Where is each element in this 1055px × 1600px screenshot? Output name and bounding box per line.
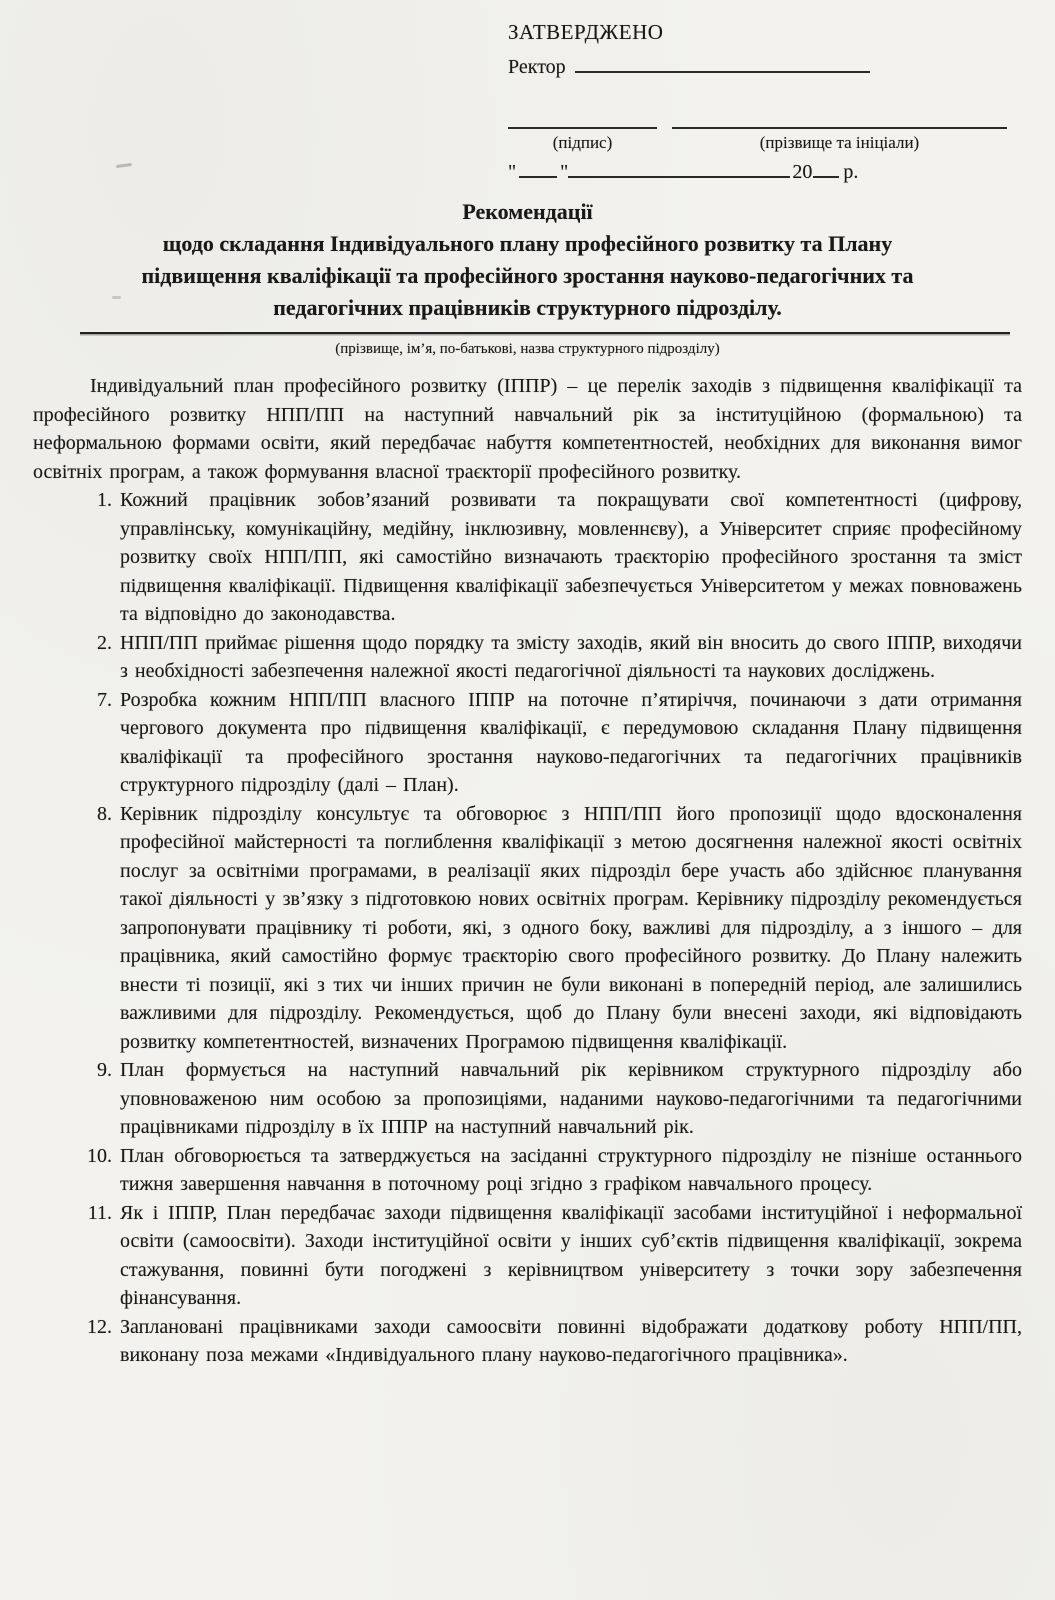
item-text: План формується на наступний навчальний рік керівником структурного підрозділу або уповноваженою ним особою за пропозиціями, наданими науково-педагогічними та педагогічними працівниками підрозділу в їх ІППР на наступний навчальний рік. — [120, 1059, 1022, 1138]
scan-artifact — [116, 163, 132, 168]
document-body — [33, 372, 1022, 1370]
rector-row — [508, 55, 1022, 79]
item-number: 9. — [97, 1059, 112, 1081]
list-item — [86, 1199, 1022, 1313]
item-number: 1. — [97, 489, 112, 511]
item-text: Розробка кожним НПП/ПП власного ІППР на поточне п’ятиріччя, починаючи з дати отримання чергового документа про підвищення кваліфікації, є передумовою складання Плану підвищення кваліфікації та професійного зростання науково-педагогічних та педагогічних працівників структурного підрозділу (далі – План). — [120, 688, 1022, 796]
year-blank — [813, 173, 839, 178]
item-text: Як і ІППР, План передбачає заходи підвищення кваліфікації засобами інституційної і неформальної освіти (самоосвіти). Заходи інституційної освіти у інших суб’єктів підвищення кваліфікації, зокрема стажування, повинні бути погоджені з керівництвом університету з точки зору забезпечення фінансування. — [120, 1201, 1022, 1309]
list-item — [86, 486, 1022, 629]
title-line: Рекомендації — [462, 199, 593, 224]
list-item — [86, 686, 1022, 800]
title-line: щодо складання Індивідуального плану професійного розвитку та Плану — [162, 231, 893, 256]
name-line — [672, 127, 1007, 129]
list-item — [86, 629, 1022, 686]
item-number: 2. — [97, 631, 112, 654]
item-number: 11. — [87, 1201, 112, 1224]
approved-label: ЗАТВЕРДЖЕНО — [508, 20, 664, 44]
year-suffix: р. — [843, 161, 859, 183]
doc-title — [0, 196, 1055, 324]
rector-signature-line — [575, 68, 870, 73]
item-number: 7. — [97, 688, 112, 711]
day-quote-open: " — [508, 161, 517, 183]
item-text: НПП/ПП приймає рішення щодо порядку та змісту заходів, який він вносить до свого ІППР, виходячи з необхідності забезпечення належної якості педагогічної діяльності та наукових досліджень. — [120, 631, 1022, 682]
intro-paragraph: Індивідуальний план професійного розвитку (ІППР) – це перелік заходів з підвищення кваліфікації та професійного розвитку НПП/ПП на наступний навчальний рік за інституційною (формальною) та неформальною формами освіти, який передбачає набуття компетентностей, необхідних для виконання вимог освітніх програм, а також формування власної траєкторії професійного розвитку. — [33, 375, 1022, 483]
name-caption: (прізвище та ініціали) — [759, 133, 920, 152]
item-text: Керівник підрозділу консультує та обговорює з НПП/ПП його пропозиції щодо вдосконалення професійної майстерності та поглиблення кваліфікації з метою досягнення належної якості освітніх послуг за освітніми програмами, в реалізації яких підрозділ бере участь або здійснює планування такої діяльності у зв’язку з підготовкою нових освітніх програм. Керівнику підрозділу рекомендується запропонувати працівнику ті роботи, які, з одного боку, важливі для підрозділу, а з іншого – для працівника, який самостійно формує траєкторію свого професійного розвитку. До Плану належить внести ті позиції, які з тих чи інших причин не були виконані в попередній період, але залишились важливими для підрозділу. Рекомендується, щоб до Плану були внесені заходи, які відповідають розвитку компетентностей, визначених Програмою підвищення кваліфікації. — [120, 802, 1022, 1053]
list-item — [86, 1313, 1022, 1370]
list-item — [86, 1056, 1022, 1142]
year-prefix: 20 — [792, 161, 813, 183]
signature-line — [508, 127, 657, 129]
day-quote-close: " — [560, 161, 569, 183]
item-number: 8. — [97, 802, 112, 825]
item-number: 10. — [87, 1144, 112, 1167]
items-list — [86, 486, 1022, 1370]
list-item — [86, 800, 1022, 1057]
date-line — [508, 160, 1022, 184]
signature-caption: (підпис) — [552, 133, 613, 152]
name-field-caption: (прізвище, ім’я, по-батькові, назва структурного підрозділу) — [335, 341, 720, 357]
item-text: Кожний працівник зобов’язаний розвивати та покращувати свої компетентності (цифрову, управлінську, комунікаційну, медійну, інклюзивну, мовленнєву), а Університет сприяє професійному розвитку своїх НПП/ПП, які самостійно визначають траєкторію професійного зростання та зміст підвищення кваліфікації. Підвищення кваліфікації забезпечується Університетом у межах повноважень та відповідно до законодавства. — [120, 489, 1022, 625]
list-item — [86, 1142, 1022, 1199]
title-line: педагогічних працівників структурного підрозділу. — [273, 295, 782, 320]
signature-captions — [508, 132, 1022, 154]
item-text: План обговорюється та затверджується на засіданні структурного підрозділу не пізніше останнього тижня завершення навчання в поточному році згідно з графіком навчального процесу. — [120, 1144, 1022, 1195]
name-field-rule — [80, 332, 1010, 334]
signature-rules — [508, 127, 1022, 129]
title-line: підвищення кваліфікації та професійного зростання науково-педагогічних та — [141, 263, 914, 288]
rector-label: Ректор — [508, 56, 566, 78]
month-blank — [568, 173, 790, 178]
day-blank — [519, 173, 557, 178]
item-number: 12. — [87, 1315, 112, 1338]
item-text: Заплановані працівниками заходи самоосвіти повинні відображати додаткову роботу НПП/ПП, виконану поза межами «Індивідуального плану науково-педагогічного працівника». — [120, 1315, 1022, 1366]
approval-block — [508, 20, 1022, 184]
